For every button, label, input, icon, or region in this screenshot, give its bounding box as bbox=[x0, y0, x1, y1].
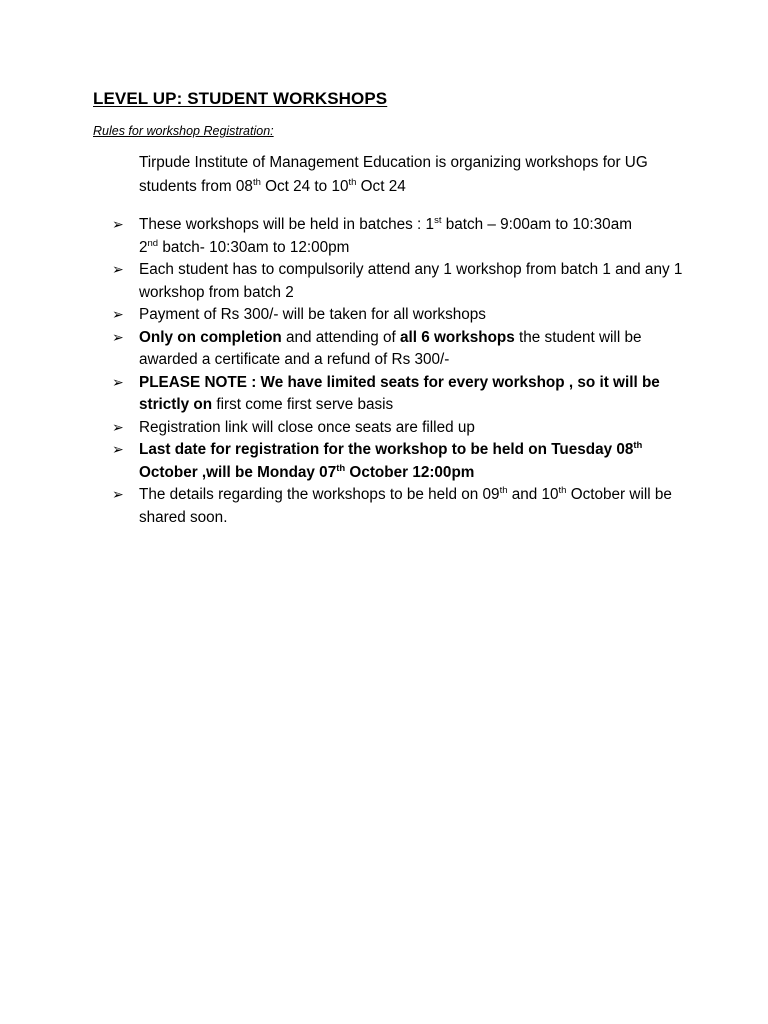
rule-sup: st bbox=[434, 215, 442, 226]
rules-subtitle: Rules for workshop Registration: bbox=[93, 124, 274, 138]
rule-item-certificate bbox=[112, 327, 692, 372]
rule-item-payment bbox=[112, 304, 692, 327]
rule-text-part: The details regarding the workshops to be held on 09 bbox=[139, 486, 500, 503]
rule-item-last-date bbox=[112, 439, 692, 484]
rule-text-part: first come first serve basis bbox=[212, 396, 394, 413]
document-title: LEVEL UP: STUDENT WORKSHOPS bbox=[93, 89, 388, 108]
rule-text: Payment of Rs 300/- will be taken for all workshops bbox=[139, 306, 486, 323]
rule-bold-part: Last date for registration for the workshop to be held on Tuesday 08 bbox=[139, 441, 634, 458]
rule-text bbox=[139, 327, 692, 372]
rule-text-part: 2 bbox=[139, 238, 148, 256]
rule-bold-part: PLEASE NOTE : We have limited seats for every workshop , so it will be strictly on bbox=[139, 373, 660, 413]
intro-sup-2: th bbox=[348, 177, 357, 188]
intro-text-2: Oct 24 to 10 bbox=[260, 178, 349, 195]
rule-text bbox=[139, 439, 692, 484]
rule-text-part: and 10 bbox=[507, 486, 559, 503]
arrowhead-bullet-icon: ➢ bbox=[112, 217, 124, 233]
rule-text-part: batch – 9:00am to 10:30am bbox=[441, 216, 632, 233]
intro-sup-1: th bbox=[252, 177, 261, 188]
rule-text-part: October will be shared soon. bbox=[139, 486, 672, 526]
arrowhead-bullet-icon: ➢ bbox=[112, 262, 124, 278]
arrowhead-bullet-icon: ➢ bbox=[112, 487, 124, 503]
rule-text bbox=[139, 372, 692, 417]
rule-text-part: batch- 10:30am to 12:00pm bbox=[158, 238, 350, 256]
rule-item-batches bbox=[112, 214, 692, 259]
rules-list bbox=[112, 214, 692, 529]
rule-text: Registration link will close once seats are filled up bbox=[139, 418, 475, 436]
arrowhead-bullet-icon: ➢ bbox=[112, 307, 124, 323]
rule-sup: th bbox=[558, 485, 567, 496]
rule-item-registration-link bbox=[112, 417, 692, 440]
intro-text-3: Oct 24 bbox=[356, 178, 406, 195]
arrowhead-bullet-icon: ➢ bbox=[112, 442, 124, 458]
rule-bold-part: all 6 workshops bbox=[400, 328, 515, 346]
rule-text-part: and attending of bbox=[281, 328, 401, 346]
rule-text bbox=[139, 484, 692, 529]
intro-text-1: Tirpude Institute of Management Education is organizing workshops for UG students from 08 bbox=[139, 154, 648, 195]
rule-bold-part: October ,will be Monday 07 bbox=[139, 463, 337, 481]
arrowhead-bullet-icon: ➢ bbox=[112, 329, 124, 346]
rule-sup: th bbox=[336, 462, 346, 474]
rule-sup: nd bbox=[147, 237, 159, 249]
rule-bold-part: October 12:00pm bbox=[345, 463, 475, 481]
rule-item-details bbox=[112, 484, 692, 529]
arrowhead-bullet-icon: ➢ bbox=[112, 419, 124, 436]
rule-item-attendance bbox=[112, 259, 692, 304]
rule-sup: th bbox=[499, 485, 508, 496]
rule-text-part: the student will be awarded a certificate and a refund of Rs 300/- bbox=[139, 328, 642, 368]
rule-sup: th bbox=[633, 440, 643, 451]
arrowhead-bullet-icon: ➢ bbox=[112, 374, 124, 391]
rule-item-limited-seats bbox=[112, 372, 692, 417]
rule-text bbox=[139, 214, 692, 259]
rule-text: Each student has to compulsorily attend any 1 workshop from batch 1 and any 1 workshop from batch 2 bbox=[139, 261, 683, 301]
intro-paragraph bbox=[139, 151, 699, 199]
rule-text-part: These workshops will be held in batches : 1 bbox=[139, 216, 435, 233]
rule-bold-part: Only on completion bbox=[139, 328, 282, 346]
